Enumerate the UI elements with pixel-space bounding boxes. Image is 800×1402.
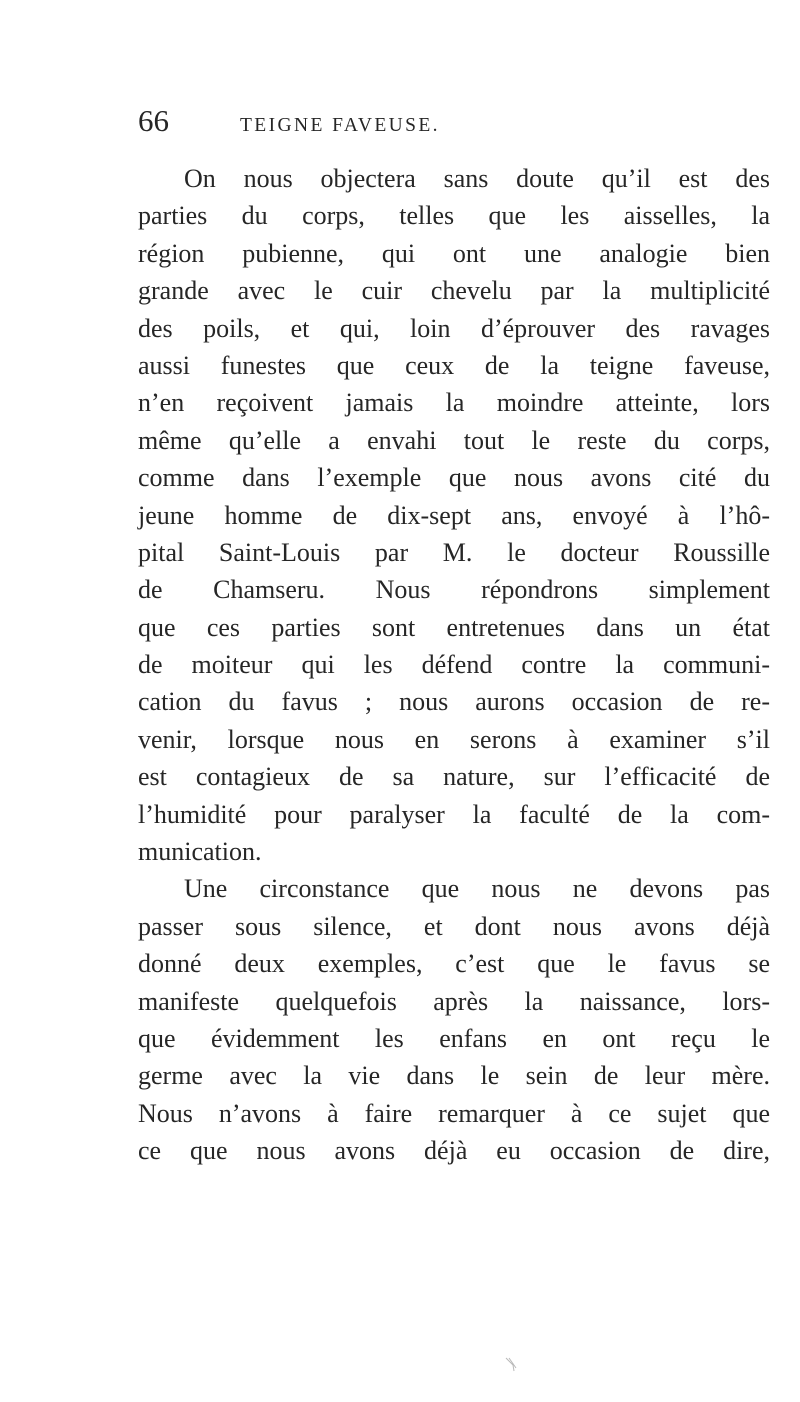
text-line: grande avec le cuir chevelu par la multiplicité xyxy=(138,276,770,306)
text-line: donné deux exemples, c’est que le favus se xyxy=(138,949,770,979)
text-line: région pubienne, qui ont une analogie bien xyxy=(138,238,770,268)
text-line: que évidemment les enfans en ont reçu le xyxy=(138,1023,770,1053)
text-line: ce que nous avons déjà eu occasion de dire, xyxy=(138,1136,770,1166)
page-header xyxy=(138,102,778,146)
text-line: manifeste quelquefois après la naissance, lors- xyxy=(138,986,770,1016)
body-text xyxy=(138,160,770,1170)
text-line: que ces parties sont entretenues dans un état xyxy=(138,612,770,642)
text-line: de moiteur qui les défend contre la communi- xyxy=(138,650,770,680)
text-line: aussi funestes que ceux de la teigne faveuse, xyxy=(138,350,770,380)
text-line: est contagieux de sa nature, sur l’efficacité de xyxy=(138,762,770,792)
text-line: parties du corps, telles que les aisselles, la xyxy=(138,201,770,231)
printer-mark-icon xyxy=(504,1356,518,1372)
text-line: n’en reçoivent jamais la moindre atteinte, lors xyxy=(138,388,770,418)
text-line: pital Saint-Louis par M. le docteur Roussille xyxy=(138,537,770,567)
text-line: de Chamseru. Nous répondrons simplement xyxy=(138,575,770,605)
text-line: des poils, et qui, loin d’éprouver des ravages xyxy=(138,313,770,343)
text-line: munication. xyxy=(138,837,262,867)
text-line: venir, lorsque nous en serons à examiner s’il xyxy=(138,724,770,754)
text-line: même qu’elle a envahi tout le reste du corps, xyxy=(138,425,770,455)
text-line: comme dans l’exemple que nous avons cité du xyxy=(138,463,770,493)
text-line: l’humidité pour paralyser la faculté de la com- xyxy=(138,799,770,829)
page-number: 66 xyxy=(138,103,169,138)
text-line: germe avec la vie dans le sein de leur mère. xyxy=(138,1061,770,1091)
text-line: cation du favus ; nous aurons occasion de re- xyxy=(138,687,770,717)
text-line: Nous n’avons à faire remarquer à ce sujet que xyxy=(138,1098,770,1128)
text-line: jeune homme de dix-sept ans, envoyé à l’hô- xyxy=(138,500,770,530)
text-line: Une circonstance que nous ne devons pas xyxy=(184,874,770,904)
text-line: passer sous silence, et dont nous avons déjà xyxy=(138,911,770,941)
running-head: TEIGNE FAVEUSE. xyxy=(240,115,440,136)
text-line: On nous objectera sans doute qu’il est des xyxy=(184,164,770,193)
